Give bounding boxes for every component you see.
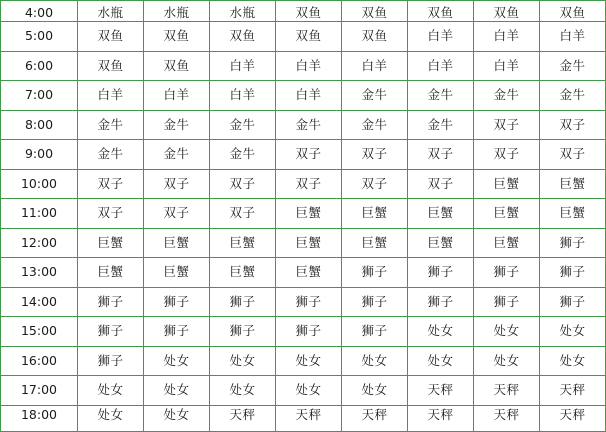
row-time-label: 14:00	[1, 287, 78, 317]
zodiac-sign-cell: 白羊	[210, 51, 276, 81]
zodiac-sign-cell: 狮子	[540, 287, 606, 317]
zodiac-sign-cell: 天秤	[408, 376, 474, 406]
zodiac-sign-cell: 双鱼	[408, 1, 474, 22]
zodiac-sign-cell: 巨蟹	[276, 228, 342, 258]
zodiac-sign-cell: 处女	[408, 346, 474, 376]
zodiac-sign-cell: 天秤	[276, 405, 342, 431]
zodiac-sign-cell: 双子	[78, 169, 144, 199]
zodiac-sign-cell: 金牛	[408, 110, 474, 140]
zodiac-sign-cell: 巨蟹	[276, 199, 342, 229]
zodiac-sign-cell: 双子	[540, 110, 606, 140]
row-time-label: 18:00	[1, 405, 78, 431]
zodiac-sign-cell: 金牛	[342, 110, 408, 140]
zodiac-sign-cell: 处女	[276, 376, 342, 406]
zodiac-sign-cell: 双子	[342, 140, 408, 170]
zodiac-sign-cell: 金牛	[78, 110, 144, 140]
row-time-label: 15:00	[1, 317, 78, 347]
zodiac-sign-cell: 狮子	[210, 287, 276, 317]
zodiac-sign-cell: 双鱼	[210, 22, 276, 52]
zodiac-sign-cell: 巨蟹	[210, 258, 276, 288]
zodiac-sign-cell: 巨蟹	[342, 199, 408, 229]
zodiac-sign-cell: 处女	[342, 376, 408, 406]
table-row	[1, 287, 606, 317]
row-time-label: 5:00	[1, 22, 78, 52]
zodiac-sign-cell: 金牛	[210, 140, 276, 170]
table-row	[1, 110, 606, 140]
zodiac-sign-cell: 巨蟹	[474, 199, 540, 229]
zodiac-sign-cell: 狮子	[342, 287, 408, 317]
zodiac-sign-cell: 狮子	[78, 287, 144, 317]
zodiac-sign-cell: 巨蟹	[540, 169, 606, 199]
zodiac-sign-cell: 双子	[210, 199, 276, 229]
zodiac-sign-cell: 白羊	[540, 22, 606, 52]
zodiac-sign-cell: 白羊	[342, 51, 408, 81]
row-time-label: 9:00	[1, 140, 78, 170]
zodiac-sign-cell: 狮子	[210, 317, 276, 347]
zodiac-sign-cell: 狮子	[474, 287, 540, 317]
zodiac-sign-cell: 双鱼	[78, 22, 144, 52]
zodiac-sign-cell: 双鱼	[144, 51, 210, 81]
table-row	[1, 140, 606, 170]
table-row	[1, 376, 606, 406]
zodiac-sign-cell: 双鱼	[144, 22, 210, 52]
zodiac-sign-cell: 金牛	[540, 81, 606, 111]
zodiac-sign-cell: 金牛	[210, 110, 276, 140]
zodiac-sign-cell: 天秤	[540, 376, 606, 406]
table-row	[1, 405, 606, 431]
zodiac-sign-cell: 狮子	[474, 258, 540, 288]
row-time-label: 7:00	[1, 81, 78, 111]
zodiac-sign-cell: 巨蟹	[540, 199, 606, 229]
zodiac-sign-cell: 处女	[144, 405, 210, 431]
zodiac-sign-cell: 双子	[276, 169, 342, 199]
zodiac-sign-cell: 处女	[474, 346, 540, 376]
zodiac-sign-cell: 巨蟹	[78, 258, 144, 288]
table-row	[1, 22, 606, 52]
zodiac-sign-cell: 处女	[210, 376, 276, 406]
zodiac-sign-cell: 白羊	[276, 51, 342, 81]
zodiac-sign-cell: 天秤	[540, 405, 606, 431]
zodiac-sign-cell: 巨蟹	[408, 228, 474, 258]
table-row	[1, 258, 606, 288]
zodiac-sign-cell: 双子	[144, 169, 210, 199]
zodiac-sign-cell: 水瓶	[210, 1, 276, 22]
zodiac-sign-cell: 处女	[474, 317, 540, 347]
zodiac-sign-cell: 巨蟹	[342, 228, 408, 258]
zodiac-sign-cell: 狮子	[78, 346, 144, 376]
row-time-label: 10:00	[1, 169, 78, 199]
zodiac-sign-cell: 天秤	[474, 405, 540, 431]
zodiac-sign-cell: 狮子	[540, 228, 606, 258]
zodiac-sign-cell: 巨蟹	[408, 199, 474, 229]
zodiac-sign-cell: 双子	[210, 169, 276, 199]
zodiac-sign-cell: 白羊	[474, 51, 540, 81]
table-row	[1, 51, 606, 81]
zodiac-sign-cell: 金牛	[408, 81, 474, 111]
row-time-label: 11:00	[1, 199, 78, 229]
zodiac-sign-cell: 金牛	[342, 81, 408, 111]
zodiac-sign-cell: 狮子	[144, 317, 210, 347]
zodiac-sign-cell: 巨蟹	[474, 169, 540, 199]
zodiac-sign-cell: 金牛	[540, 51, 606, 81]
zodiac-sign-cell: 双子	[408, 140, 474, 170]
zodiac-sign-cell: 巨蟹	[474, 228, 540, 258]
table-row	[1, 346, 606, 376]
zodiac-sign-cell: 狮子	[408, 287, 474, 317]
zodiac-sign-cell: 天秤	[408, 405, 474, 431]
row-time-label: 8:00	[1, 110, 78, 140]
row-time-label: 13:00	[1, 258, 78, 288]
table-row	[1, 1, 606, 22]
zodiac-sign-cell: 处女	[540, 317, 606, 347]
zodiac-sign-cell: 狮子	[540, 258, 606, 288]
zodiac-sign-cell: 处女	[540, 346, 606, 376]
zodiac-sign-cell: 天秤	[210, 405, 276, 431]
row-time-label: 6:00	[1, 51, 78, 81]
zodiac-sign-cell: 双子	[276, 140, 342, 170]
zodiac-sign-cell: 狮子	[342, 258, 408, 288]
zodiac-sign-cell: 双子	[78, 199, 144, 229]
zodiac-sign-cell: 处女	[342, 346, 408, 376]
zodiac-sign-cell: 处女	[144, 376, 210, 406]
zodiac-sign-cell: 双子	[474, 110, 540, 140]
zodiac-sign-cell: 双子	[144, 199, 210, 229]
zodiac-sign-cell: 双鱼	[342, 1, 408, 22]
zodiac-sign-cell: 处女	[276, 346, 342, 376]
zodiac-sign-cell: 天秤	[474, 376, 540, 406]
zodiac-sign-cell: 狮子	[408, 258, 474, 288]
zodiac-sign-cell: 金牛	[144, 110, 210, 140]
zodiac-sign-cell: 双子	[342, 169, 408, 199]
zodiac-sign-cell: 巨蟹	[210, 228, 276, 258]
zodiac-sign-cell: 巨蟹	[144, 228, 210, 258]
zodiac-sign-cell: 白羊	[78, 81, 144, 111]
zodiac-sign-cell: 金牛	[276, 110, 342, 140]
zodiac-sign-cell: 处女	[78, 376, 144, 406]
zodiac-sign-cell: 天秤	[342, 405, 408, 431]
zodiac-sign-cell: 处女	[210, 346, 276, 376]
zodiac-sign-cell: 巨蟹	[78, 228, 144, 258]
zodiac-sign-cell: 白羊	[474, 22, 540, 52]
zodiac-sign-cell: 白羊	[210, 81, 276, 111]
zodiac-sign-cell: 白羊	[276, 81, 342, 111]
zodiac-sign-cell: 双鱼	[276, 22, 342, 52]
zodiac-sign-cell: 处女	[78, 405, 144, 431]
zodiac-sign-cell: 双鱼	[540, 1, 606, 22]
table-row	[1, 317, 606, 347]
table-body	[1, 1, 606, 432]
zodiac-sign-cell: 狮子	[78, 317, 144, 347]
zodiac-sign-cell: 水瓶	[78, 1, 144, 22]
table-row	[1, 169, 606, 199]
zodiac-sign-cell: 白羊	[408, 51, 474, 81]
zodiac-sign-cell: 狮子	[144, 287, 210, 317]
zodiac-sign-cell: 双鱼	[276, 1, 342, 22]
row-time-label: 17:00	[1, 376, 78, 406]
zodiac-sign-cell: 双子	[540, 140, 606, 170]
table-row	[1, 228, 606, 258]
zodiac-sign-cell: 巨蟹	[144, 258, 210, 288]
zodiac-sign-cell: 金牛	[474, 81, 540, 111]
zodiac-sign-cell: 白羊	[144, 81, 210, 111]
row-time-label: 4:00	[1, 1, 78, 22]
zodiac-sign-cell: 狮子	[276, 287, 342, 317]
zodiac-sign-cell: 金牛	[78, 140, 144, 170]
zodiac-sign-cell: 双鱼	[342, 22, 408, 52]
zodiac-sign-cell: 水瓶	[144, 1, 210, 22]
zodiac-sign-cell: 双子	[474, 140, 540, 170]
zodiac-sign-cell: 双子	[408, 169, 474, 199]
zodiac-sign-cell: 双鱼	[474, 1, 540, 22]
zodiac-sign-cell: 白羊	[408, 22, 474, 52]
zodiac-sign-cell: 狮子	[276, 317, 342, 347]
zodiac-sign-cell: 金牛	[144, 140, 210, 170]
zodiac-sign-cell: 双鱼	[78, 51, 144, 81]
zodiac-sign-cell: 处女	[144, 346, 210, 376]
row-time-label: 16:00	[1, 346, 78, 376]
row-time-label: 12:00	[1, 228, 78, 258]
zodiac-sign-cell: 巨蟹	[276, 258, 342, 288]
table-row	[1, 81, 606, 111]
zodiac-sign-cell: 狮子	[342, 317, 408, 347]
zodiac-sign-cell: 处女	[408, 317, 474, 347]
table-row	[1, 199, 606, 229]
